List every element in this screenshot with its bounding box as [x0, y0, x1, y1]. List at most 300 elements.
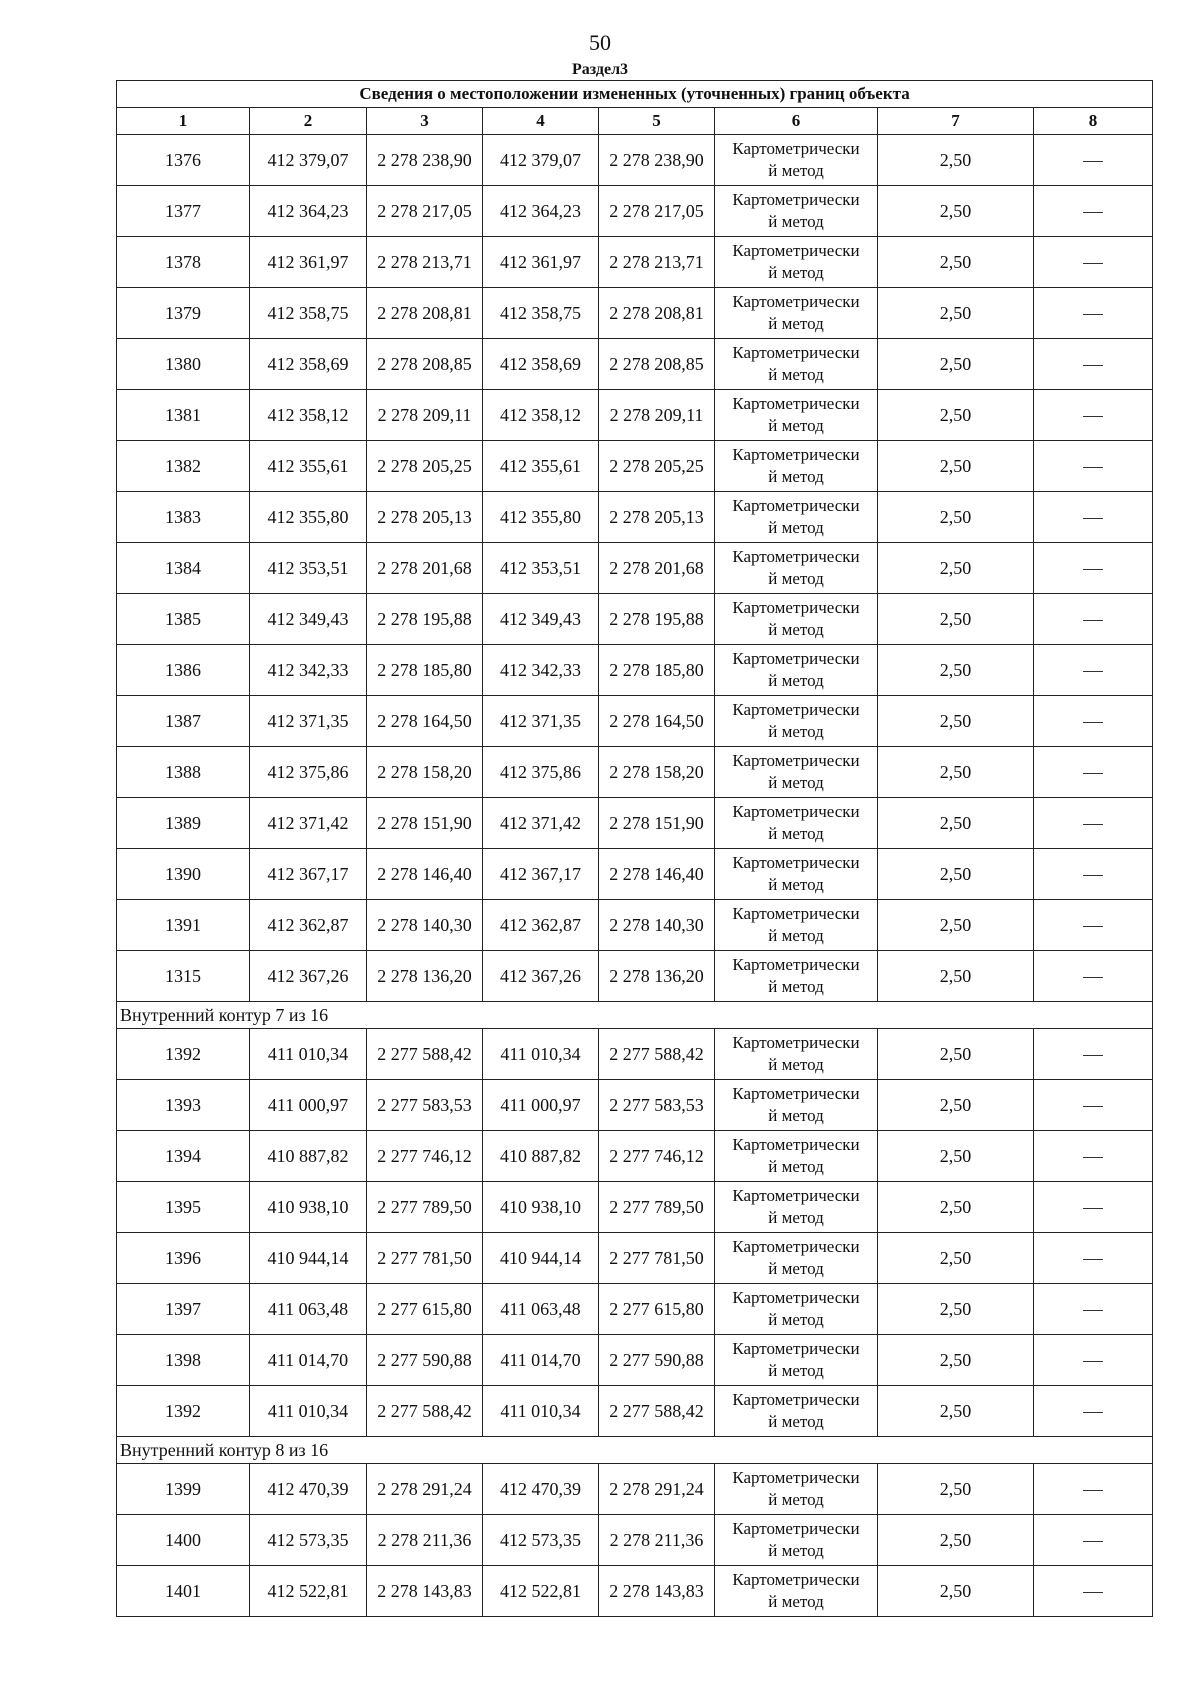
column-number: 2: [250, 108, 367, 135]
accuracy-cell: 2,50: [878, 1182, 1034, 1233]
point-number-cell: 1382: [117, 441, 250, 492]
point-number-cell: 1396: [117, 1233, 250, 1284]
method-cell: [715, 492, 878, 543]
method-line: Картометрически: [732, 1288, 860, 1307]
empty-value-cell: [1034, 492, 1153, 543]
method-line: й метод: [768, 161, 824, 180]
point-number-cell: 1401: [117, 1566, 250, 1617]
dash-mark: [1083, 314, 1103, 315]
method-line: й метод: [768, 620, 824, 639]
y-coordinate-cell: 2 278 217,05: [599, 186, 715, 237]
method-line: Картометрически: [732, 1084, 860, 1103]
y-coordinate-cell: 2 277 590,88: [599, 1335, 715, 1386]
accuracy-cell: 2,50: [878, 798, 1034, 849]
method-line: Картометрически: [732, 343, 860, 362]
table-row: [117, 951, 1153, 1002]
empty-value-cell: [1034, 186, 1153, 237]
table-row: [117, 1080, 1153, 1131]
method-cell: [715, 798, 878, 849]
method-line: й метод: [768, 1412, 824, 1431]
x-coordinate-cell: 412 375,86: [483, 747, 599, 798]
method-line: Картометрически: [732, 1570, 860, 1589]
table-row: [117, 747, 1153, 798]
y-coordinate-cell: 2 277 746,12: [599, 1131, 715, 1182]
y-coordinate-cell: 2 278 205,25: [599, 441, 715, 492]
y-coordinate-cell: 2 278 205,13: [367, 492, 483, 543]
method-line: й метод: [768, 263, 824, 282]
method-cell: [715, 900, 878, 951]
column-number-row: [117, 108, 1153, 135]
method-line: Картометрически: [732, 1390, 860, 1409]
empty-value-cell: [1034, 1233, 1153, 1284]
dash-mark: [1083, 569, 1103, 570]
method-cell: [715, 1515, 878, 1566]
method-line: й метод: [768, 518, 824, 537]
empty-value-cell: [1034, 288, 1153, 339]
x-coordinate-cell: 410 944,14: [483, 1233, 599, 1284]
dash-mark: [1083, 875, 1103, 876]
point-number-cell: 1394: [117, 1131, 250, 1182]
x-coordinate-cell: 412 362,87: [250, 900, 367, 951]
method-line: Картометрически: [732, 1339, 860, 1358]
x-coordinate-cell: 412 355,80: [250, 492, 367, 543]
method-line: й метод: [768, 875, 824, 894]
x-coordinate-cell: 410 944,14: [250, 1233, 367, 1284]
accuracy-cell: 2,50: [878, 1566, 1034, 1617]
dash-mark: [1083, 722, 1103, 723]
x-coordinate-cell: 412 470,39: [250, 1464, 367, 1515]
x-coordinate-cell: 412 342,33: [483, 645, 599, 696]
x-coordinate-cell: 412 358,69: [483, 339, 599, 390]
method-cell: [715, 1029, 878, 1080]
method-line: Картометрически: [732, 1033, 860, 1052]
method-cell: [715, 237, 878, 288]
page-number: 50: [589, 30, 611, 55]
y-coordinate-cell: 2 278 208,85: [599, 339, 715, 390]
column-number: 7: [878, 108, 1034, 135]
table-row: [117, 594, 1153, 645]
y-coordinate-cell: 2 278 291,24: [367, 1464, 483, 1515]
table-row: [117, 237, 1153, 288]
x-coordinate-cell: 412 358,75: [483, 288, 599, 339]
contour-label: Внутренний контур 8 из 16: [117, 1437, 1153, 1464]
y-coordinate-cell: 2 277 746,12: [367, 1131, 483, 1182]
dash-mark: [1083, 263, 1103, 264]
x-coordinate-cell: 410 938,10: [250, 1182, 367, 1233]
point-number-cell: 1397: [117, 1284, 250, 1335]
y-coordinate-cell: 2 278 185,80: [367, 645, 483, 696]
contour-heading-row: [117, 1002, 1153, 1029]
y-coordinate-cell: 2 278 136,20: [599, 951, 715, 1002]
y-coordinate-cell: 2 278 195,88: [599, 594, 715, 645]
dash-mark: [1083, 1592, 1103, 1593]
y-coordinate-cell: 2 278 209,11: [367, 390, 483, 441]
x-coordinate-cell: 411 010,34: [483, 1386, 599, 1437]
table-caption-row: [117, 81, 1153, 108]
x-coordinate-cell: 412 353,51: [483, 543, 599, 594]
y-coordinate-cell: 2 277 583,53: [367, 1080, 483, 1131]
x-coordinate-cell: 412 342,33: [250, 645, 367, 696]
x-coordinate-cell: 412 353,51: [250, 543, 367, 594]
point-number-cell: 1395: [117, 1182, 250, 1233]
accuracy-cell: 2,50: [878, 849, 1034, 900]
method-cell: [715, 288, 878, 339]
x-coordinate-cell: 412 361,97: [483, 237, 599, 288]
contour-label: Внутренний контур 7 из 16: [117, 1002, 1153, 1029]
empty-value-cell: [1034, 1131, 1153, 1182]
y-coordinate-cell: 2 277 588,42: [367, 1029, 483, 1080]
y-coordinate-cell: 2 278 213,71: [367, 237, 483, 288]
x-coordinate-cell: 412 358,12: [483, 390, 599, 441]
x-coordinate-cell: 410 887,82: [250, 1131, 367, 1182]
method-line: й метод: [768, 773, 824, 792]
y-coordinate-cell: 2 278 146,40: [367, 849, 483, 900]
accuracy-cell: 2,50: [878, 543, 1034, 594]
accuracy-cell: 2,50: [878, 900, 1034, 951]
empty-value-cell: [1034, 135, 1153, 186]
table-row: [117, 900, 1153, 951]
table-row: [117, 696, 1153, 747]
y-coordinate-cell: 2 277 615,80: [599, 1284, 715, 1335]
empty-value-cell: [1034, 543, 1153, 594]
method-line: Картометрически: [732, 955, 860, 974]
dash-mark: [1083, 467, 1103, 468]
accuracy-cell: 2,50: [878, 288, 1034, 339]
x-coordinate-cell: 412 358,69: [250, 339, 367, 390]
dash-mark: [1083, 1361, 1103, 1362]
dash-mark: [1083, 1055, 1103, 1056]
table-row: [117, 390, 1153, 441]
empty-value-cell: [1034, 696, 1153, 747]
table-row: [117, 798, 1153, 849]
y-coordinate-cell: 2 277 615,80: [367, 1284, 483, 1335]
point-number-cell: 1315: [117, 951, 250, 1002]
y-coordinate-cell: 2 278 158,20: [367, 747, 483, 798]
dash-mark: [1083, 212, 1103, 213]
coordinates-table: [116, 80, 1153, 1617]
column-number: 5: [599, 108, 715, 135]
x-coordinate-cell: 411 010,34: [250, 1386, 367, 1437]
method-line: Картометрически: [732, 394, 860, 413]
x-coordinate-cell: 412 364,23: [250, 186, 367, 237]
accuracy-cell: 2,50: [878, 1233, 1034, 1284]
accuracy-cell: 2,50: [878, 1386, 1034, 1437]
y-coordinate-cell: 2 278 146,40: [599, 849, 715, 900]
method-cell: [715, 135, 878, 186]
table-row: [117, 1029, 1153, 1080]
method-line: Картометрически: [732, 904, 860, 923]
x-coordinate-cell: 412 379,07: [483, 135, 599, 186]
point-number-cell: 1399: [117, 1464, 250, 1515]
column-number: 4: [483, 108, 599, 135]
table-row: [117, 1284, 1153, 1335]
dash-mark: [1083, 977, 1103, 978]
y-coordinate-cell: 2 278 205,25: [367, 441, 483, 492]
table-row: [117, 186, 1153, 237]
point-number-cell: 1398: [117, 1335, 250, 1386]
y-coordinate-cell: 2 278 211,36: [367, 1515, 483, 1566]
x-coordinate-cell: 412 375,86: [250, 747, 367, 798]
empty-value-cell: [1034, 390, 1153, 441]
table-caption: Сведения о местоположении измененных (уточненных) границ объекта: [117, 81, 1153, 108]
empty-value-cell: [1034, 645, 1153, 696]
column-number: 8: [1034, 108, 1153, 135]
method-line: й метод: [768, 1259, 824, 1278]
accuracy-cell: 2,50: [878, 594, 1034, 645]
method-line: Картометрически: [732, 292, 860, 311]
y-coordinate-cell: 2 278 201,68: [367, 543, 483, 594]
point-number-cell: 1378: [117, 237, 250, 288]
dash-mark: [1083, 1259, 1103, 1260]
table-row: [117, 135, 1153, 186]
point-number-cell: 1392: [117, 1029, 250, 1080]
x-coordinate-cell: 410 887,82: [483, 1131, 599, 1182]
method-cell: [715, 1182, 878, 1233]
table-row: [117, 1233, 1153, 1284]
y-coordinate-cell: 2 278 211,36: [599, 1515, 715, 1566]
x-coordinate-cell: 412 371,35: [250, 696, 367, 747]
method-line: й метод: [768, 416, 824, 435]
method-cell: [715, 849, 878, 900]
x-coordinate-cell: 412 367,26: [483, 951, 599, 1002]
table-row: [117, 288, 1153, 339]
y-coordinate-cell: 2 278 136,20: [367, 951, 483, 1002]
method-line: Картометрически: [732, 547, 860, 566]
accuracy-cell: 2,50: [878, 339, 1034, 390]
table-row: [117, 849, 1153, 900]
method-cell: [715, 1233, 878, 1284]
accuracy-cell: 2,50: [878, 1029, 1034, 1080]
method-line: Картометрически: [732, 1519, 860, 1538]
x-coordinate-cell: 412 573,35: [250, 1515, 367, 1566]
table-row: [117, 543, 1153, 594]
x-coordinate-cell: 411 063,48: [250, 1284, 367, 1335]
empty-value-cell: [1034, 849, 1153, 900]
y-coordinate-cell: 2 278 238,90: [367, 135, 483, 186]
x-coordinate-cell: 412 364,23: [483, 186, 599, 237]
accuracy-cell: 2,50: [878, 1464, 1034, 1515]
method-cell: [715, 186, 878, 237]
method-line: й метод: [768, 467, 824, 486]
accuracy-cell: 2,50: [878, 390, 1034, 441]
method-line: Картометрически: [732, 853, 860, 872]
y-coordinate-cell: 2 277 781,50: [599, 1233, 715, 1284]
y-coordinate-cell: 2 278 143,83: [367, 1566, 483, 1617]
y-coordinate-cell: 2 278 209,11: [599, 390, 715, 441]
dash-mark: [1083, 620, 1103, 621]
point-number-cell: 1384: [117, 543, 250, 594]
x-coordinate-cell: 412 522,81: [250, 1566, 367, 1617]
table-row: [117, 1464, 1153, 1515]
x-coordinate-cell: 412 522,81: [483, 1566, 599, 1617]
method-line: Картометрически: [732, 598, 860, 617]
x-coordinate-cell: 412 349,43: [250, 594, 367, 645]
accuracy-cell: 2,50: [878, 747, 1034, 798]
x-coordinate-cell: 412 367,26: [250, 951, 367, 1002]
method-line: Картометрически: [732, 1468, 860, 1487]
x-coordinate-cell: 412 362,87: [483, 900, 599, 951]
dash-mark: [1083, 518, 1103, 519]
method-cell: [715, 441, 878, 492]
table-row: [117, 1131, 1153, 1182]
point-number-cell: 1385: [117, 594, 250, 645]
method-line: Картометрически: [732, 700, 860, 719]
x-coordinate-cell: 411 010,34: [483, 1029, 599, 1080]
x-coordinate-cell: 412 379,07: [250, 135, 367, 186]
x-coordinate-cell: 410 938,10: [483, 1182, 599, 1233]
method-line: й метод: [768, 926, 824, 945]
point-number-cell: 1393: [117, 1080, 250, 1131]
y-coordinate-cell: 2 278 208,81: [367, 288, 483, 339]
y-coordinate-cell: 2 278 164,50: [599, 696, 715, 747]
table-row: [117, 339, 1153, 390]
empty-value-cell: [1034, 1284, 1153, 1335]
y-coordinate-cell: 2 278 140,30: [367, 900, 483, 951]
column-number: 1: [117, 108, 250, 135]
table-row: [117, 645, 1153, 696]
method-cell: [715, 1080, 878, 1131]
table-row: [117, 492, 1153, 543]
y-coordinate-cell: 2 278 213,71: [599, 237, 715, 288]
dash-mark: [1083, 671, 1103, 672]
x-coordinate-cell: 412 367,17: [250, 849, 367, 900]
y-coordinate-cell: 2 278 201,68: [599, 543, 715, 594]
accuracy-cell: 2,50: [878, 1284, 1034, 1335]
accuracy-cell: 2,50: [878, 696, 1034, 747]
y-coordinate-cell: 2 277 588,42: [599, 1029, 715, 1080]
accuracy-cell: 2,50: [878, 237, 1034, 288]
x-coordinate-cell: 412 355,61: [483, 441, 599, 492]
contour-heading-row: [117, 1437, 1153, 1464]
x-coordinate-cell: 411 000,97: [250, 1080, 367, 1131]
point-number-cell: 1400: [117, 1515, 250, 1566]
x-coordinate-cell: 412 355,61: [250, 441, 367, 492]
empty-value-cell: [1034, 594, 1153, 645]
method-cell: [715, 390, 878, 441]
method-line: й метод: [768, 1541, 824, 1560]
accuracy-cell: 2,50: [878, 1131, 1034, 1182]
method-line: й метод: [768, 824, 824, 843]
x-coordinate-cell: 412 371,42: [483, 798, 599, 849]
point-number-cell: 1387: [117, 696, 250, 747]
method-line: й метод: [768, 1310, 824, 1329]
method-line: й метод: [768, 977, 824, 996]
point-number-cell: 1379: [117, 288, 250, 339]
table-row: [117, 1515, 1153, 1566]
y-coordinate-cell: 2 278 205,13: [599, 492, 715, 543]
point-number-cell: 1383: [117, 492, 250, 543]
empty-value-cell: [1034, 1566, 1153, 1617]
x-coordinate-cell: 411 063,48: [483, 1284, 599, 1335]
empty-value-cell: [1034, 441, 1153, 492]
point-number-cell: 1376: [117, 135, 250, 186]
method-line: Картометрически: [732, 802, 860, 821]
point-number-cell: 1390: [117, 849, 250, 900]
column-number: 6: [715, 108, 878, 135]
method-cell: [715, 1464, 878, 1515]
method-line: Картометрически: [732, 751, 860, 770]
y-coordinate-cell: 2 278 143,83: [599, 1566, 715, 1617]
method-cell: [715, 645, 878, 696]
y-coordinate-cell: 2 278 164,50: [367, 696, 483, 747]
dash-mark: [1083, 773, 1103, 774]
method-cell: [715, 594, 878, 645]
method-cell: [715, 1386, 878, 1437]
point-number-cell: 1380: [117, 339, 250, 390]
method-line: й метод: [768, 1490, 824, 1509]
method-line: й метод: [768, 1208, 824, 1227]
x-coordinate-cell: 412 361,97: [250, 237, 367, 288]
method-line: й метод: [768, 314, 824, 333]
empty-value-cell: [1034, 951, 1153, 1002]
table-row: [117, 1182, 1153, 1233]
empty-value-cell: [1034, 1080, 1153, 1131]
method-line: й метод: [768, 722, 824, 741]
empty-value-cell: [1034, 1515, 1153, 1566]
y-coordinate-cell: 2 277 590,88: [367, 1335, 483, 1386]
table-row: [117, 1566, 1153, 1617]
method-line: й метод: [768, 569, 824, 588]
table-body: [117, 81, 1153, 1617]
empty-value-cell: [1034, 1386, 1153, 1437]
method-line: Картометрически: [732, 1186, 860, 1205]
dash-mark: [1083, 1208, 1103, 1209]
empty-value-cell: [1034, 237, 1153, 288]
dash-mark: [1083, 1106, 1103, 1107]
method-cell: [715, 951, 878, 1002]
y-coordinate-cell: 2 278 291,24: [599, 1464, 715, 1515]
method-line: й метод: [768, 1055, 824, 1074]
x-coordinate-cell: 412 371,35: [483, 696, 599, 747]
empty-value-cell: [1034, 747, 1153, 798]
y-coordinate-cell: 2 277 789,50: [367, 1182, 483, 1233]
method-line: й метод: [768, 1106, 824, 1125]
method-cell: [715, 747, 878, 798]
method-line: Картометрически: [732, 241, 860, 260]
empty-value-cell: [1034, 900, 1153, 951]
x-coordinate-cell: 412 358,12: [250, 390, 367, 441]
method-line: Картометрически: [732, 445, 860, 464]
y-coordinate-cell: 2 278 195,88: [367, 594, 483, 645]
point-number-cell: 1391: [117, 900, 250, 951]
y-coordinate-cell: 2 277 789,50: [599, 1182, 715, 1233]
method-line: Картометрически: [732, 496, 860, 515]
x-coordinate-cell: 412 349,43: [483, 594, 599, 645]
dash-mark: [1083, 1541, 1103, 1542]
method-cell: [715, 1566, 878, 1617]
empty-value-cell: [1034, 798, 1153, 849]
y-coordinate-cell: 2 277 781,50: [367, 1233, 483, 1284]
section-title: Раздел3: [571, 61, 629, 78]
dash-mark: [1083, 926, 1103, 927]
accuracy-cell: 2,50: [878, 492, 1034, 543]
method-line: й метод: [768, 212, 824, 231]
y-coordinate-cell: 2 278 151,90: [599, 798, 715, 849]
y-coordinate-cell: 2 278 208,81: [599, 288, 715, 339]
x-coordinate-cell: 412 358,75: [250, 288, 367, 339]
method-cell: [715, 1131, 878, 1182]
y-coordinate-cell: 2 278 208,85: [367, 339, 483, 390]
y-coordinate-cell: 2 278 158,20: [599, 747, 715, 798]
method-line: й метод: [768, 365, 824, 384]
method-cell: [715, 1335, 878, 1386]
accuracy-cell: 2,50: [878, 441, 1034, 492]
empty-value-cell: [1034, 1464, 1153, 1515]
method-cell: [715, 543, 878, 594]
x-coordinate-cell: 411 014,70: [250, 1335, 367, 1386]
empty-value-cell: [1034, 1335, 1153, 1386]
method-cell: [715, 1284, 878, 1335]
